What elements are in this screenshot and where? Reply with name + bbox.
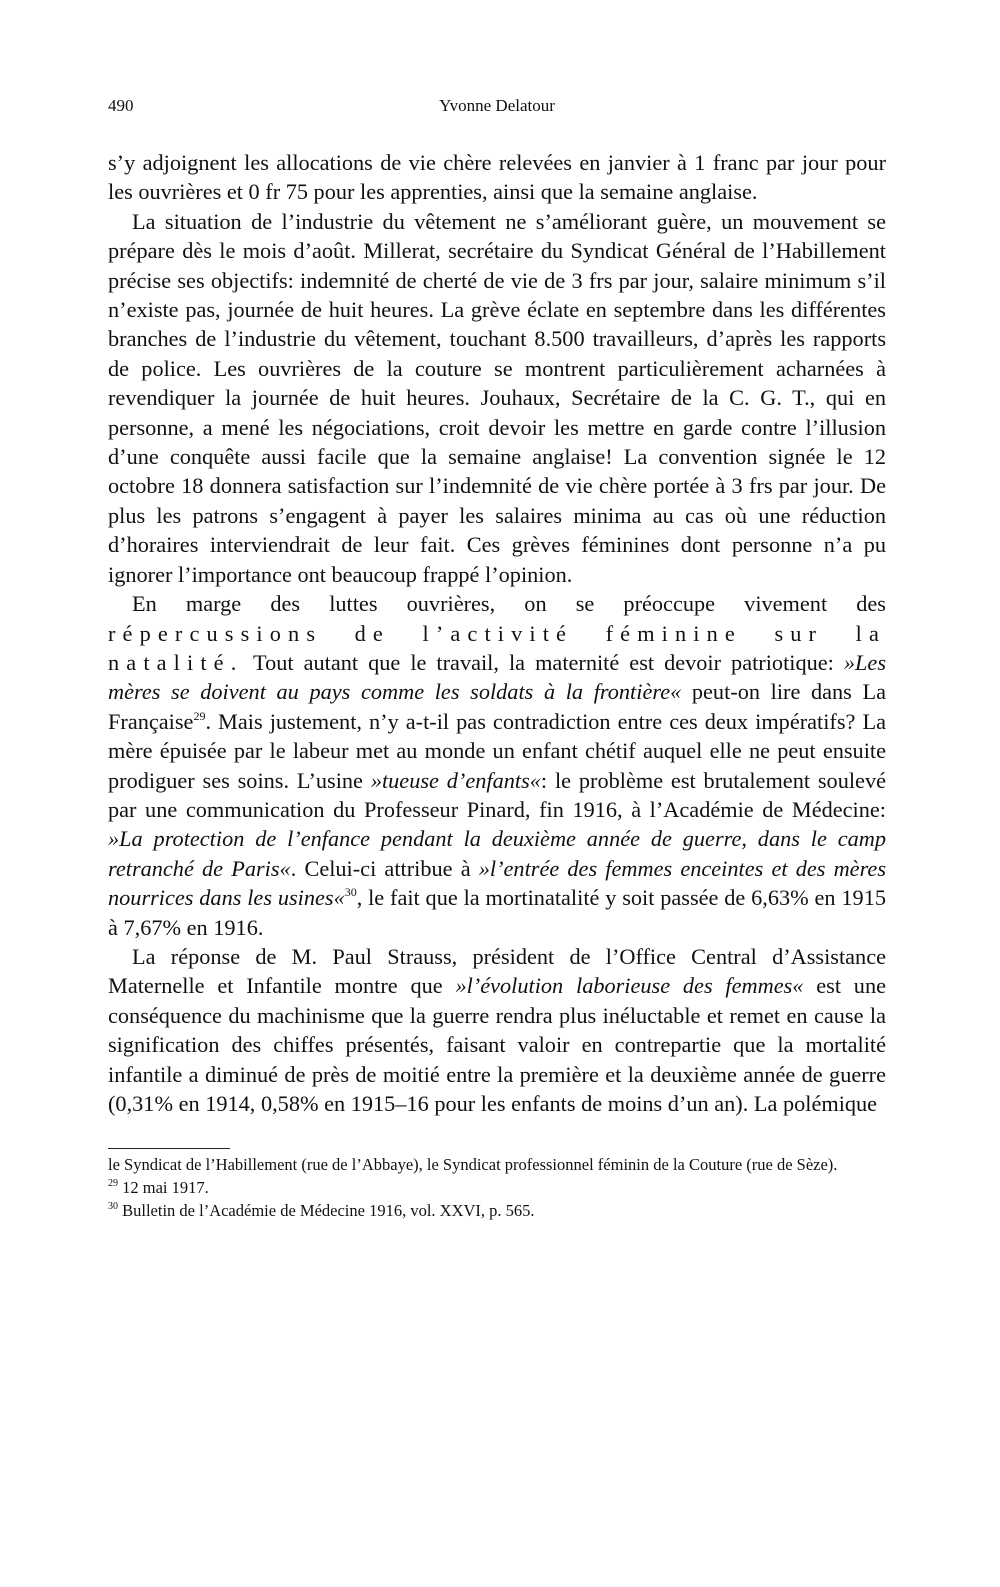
text: En marge des luttes ouvrières, on se préoccupe vivement des [132, 591, 886, 617]
footnote-mark: 30 [108, 1201, 118, 1213]
footnote-mark: 29 [108, 1178, 118, 1190]
text: Tout autant que le travail, la maternité est devoir patriotique: [243, 649, 844, 675]
body-text [108, 148, 886, 1118]
page-number: 490 [108, 96, 134, 115]
footnote-text: 12 mai 1917. [118, 1178, 209, 1198]
text: . Celui-ci attribue à [290, 855, 479, 881]
paragraph-3 [108, 589, 886, 942]
footnote-continuation: le Syndicat de l’Habillement (rue de l’Abbaye), le Syndicat professionnel féminin de la Couture (rue de Sèze). [108, 1155, 838, 1175]
footnote-text: Bulletin de l’Académie de Médecine 1916, vol. XXVI, p. 565. [118, 1201, 535, 1221]
text: , le fait que la mortinatalité y soit passée de 6,63% en 1915 à 7,67% en 1916. [108, 885, 887, 940]
text: La réponse de M. Paul Strauss, président de l’Office Central d’Assistance Maternelle et Infantile montre que [108, 943, 886, 999]
quotation: »Les mères se doivent au pays comme les soldats à la frontière« [108, 649, 886, 705]
footnote-29 [108, 1176, 886, 1199]
page-header [108, 96, 886, 126]
footnote-ref-30[interactable]: 30 [344, 885, 357, 900]
text: est une conséquence du machinisme que la guerre rendra plus inéluctable et remet en cause la signification des chiffes présentés, faisant valoir en contrepartie que la mortalité infantile a diminué de près de moitié entre la première et la deuxième année de guerre (0,31% en 1914, 0,58% en 1915–16 pour les enfants de moins d’un an). La polémique [108, 973, 886, 1116]
footnote-rule [108, 1148, 230, 1149]
text: : le problème est brutalement soulevé par une communication du Professeur Pinard, fin 1916, à l’Académie de Médecine: [108, 767, 886, 822]
footnote-ref-29[interactable]: 29 [193, 708, 206, 723]
quotation: »l’entrée des femmes enceintes et des mères nourrices dans les usines« [108, 855, 887, 911]
paragraph-4 [108, 942, 886, 1118]
page [108, 96, 886, 1222]
footnotes [108, 1153, 886, 1222]
spaced-emphasis: répercussions de l’activité féminine sur la natalité. [108, 620, 886, 675]
paragraph-2: La situation de l’industrie du vêtement ne s’améliorant guère, un mouvement se prépare dès le mois d’août. Millerat, secrétaire du Syndicat Général de l’Habillement précise ses objectifs: indemnité de cherté de vie de 3 frs par jour, salaire minimum s’il n’existe pas, journée de huit heures. La grève éclate en septembre dans les différentes branches de l’industrie du vêtement, touchant 8.500 travailleurs, d’après les rapports de police. Les ouvrières de la couture se montrent particulièrement acharnées à revendiquer la journée de huit heures. Jouhaux, Secrétaire de la C. G. T., qui en personne, a mené les négociations, croit devoir les mettre en garde contre l’illusion d’une conquête aussi facile que la semaine anglaise! La convention signée le 12 octobre 18 donnera satisfaction sur l’indemnité de vie chère portée à 3 frs par jour. De plus les patrons s’engagent à payer les salaires minima au cas où une réduction d’horaires interviendrait de leur fait. Ces grèves féminines dont personne n’a pu ignorer l’importance ont beaucoup frappé l’opinion. [108, 208, 886, 587]
quotation: »La protection de l’enfance pendant la deuxième année de guerre, dans le camp retranché de Paris« [108, 826, 886, 881]
quotation: »l’évolution laborieuse des femmes« [455, 973, 804, 999]
quotation: »tueuse d’enfants« [370, 767, 541, 793]
text: peut-on lire dans La Française [108, 679, 886, 734]
running-head: Yvonne Delatour [439, 96, 555, 115]
text: . Mais justement, n’y a-t-il pas contradiction entre ces deux impératifs? La mère épuisée par le labeur met au monde un enfant chétif auquel elle ne peut ensuite prodiguer ses soins. L’usine [108, 708, 886, 793]
footnote-30 [108, 1199, 886, 1222]
paragraph-1: s’y adjoignent les allocations de vie chère relevées en janvier à 1 franc par jour pour les ouvrières et 0 fr 75 pour les apprenties, ainsi que la semaine anglaise. [108, 150, 886, 205]
